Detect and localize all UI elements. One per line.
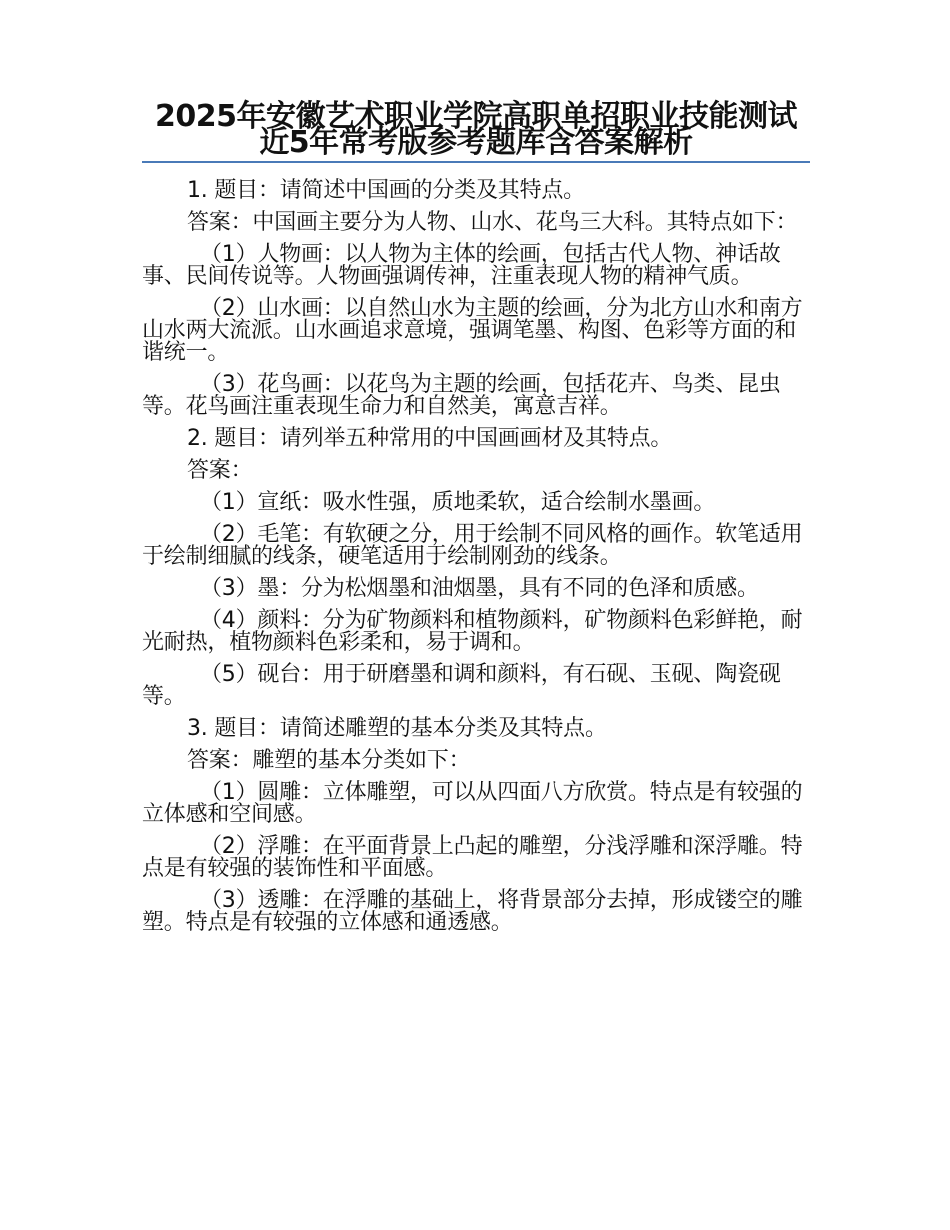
question-1: 1. 题目：请简述中国画的分类及其特点。: [187, 178, 585, 203]
question-3: 3. 题目：请简述雕塑的基本分类及其特点。: [187, 716, 607, 741]
answer-1-item-1: （1）人物画：以人物为主体的绘画，包括古代人物、神话故事、民间传说等。人物画强调传神，注重表现人物的精神气质。: [142, 242, 781, 289]
answer-2: 答案：: [187, 458, 253, 483]
answer-3-item-2: （2）浮雕：在平面背景上凸起的雕塑，分浅浮雕和深浮雕。特点是有较强的装饰性和平面感。: [142, 834, 803, 881]
document-title: 2025年安徽艺术职业学院高职单招职业技能测试近5年常考版参考题库含答案解析: [155, 99, 797, 160]
answer-1-item-2: （2）山水画：以自然山水为主题的绘画，分为北方山水和南方山水两大流派。山水画追求意境，强调笔墨、构图、色彩等方面的和谐统一。: [142, 296, 803, 365]
answer-3-item-3: （3）透雕：在浮雕的基础上，将背景部分去掉，形成镂空的雕塑。特点是有较强的立体感和通透感。: [142, 888, 803, 935]
answer-3-item-1: （1）圆雕：立体雕塑，可以从四面八方欣赏。特点是有较强的立体感和空间感。: [142, 780, 803, 827]
question-2: 2. 题目：请列举五种常用的中国画画材及其特点。: [187, 426, 673, 451]
answer-2-item-4: （4）颜料：分为矿物颜料和植物颜料，矿物颜料色彩鲜艳，耐光耐热，植物颜料色彩柔和，易于调和。: [142, 608, 803, 655]
answer-1-item-3: （3）花鸟画：以花鸟为主题的绘画，包括花卉、鸟类、昆虫等。花鸟画注重表现生命力和自然美，寓意吉祥。: [142, 372, 781, 419]
answer-2-item-2: （2）毛笔：有软硬之分，用于绘制不同风格的画作。软笔适用于绘制细腻的线条，硬笔适用于绘制刚劲的线条。: [142, 522, 803, 569]
answer-2-item-1: （1）宣纸：吸水性强，质地柔软，适合绘制水墨画。: [200, 490, 716, 515]
answer-2-item-3: （3）墨：分为松烟墨和油烟墨，具有不同的色泽和质感。: [200, 576, 759, 601]
document-body: [142, 180, 810, 944]
title-underline: [142, 161, 810, 163]
answer-1: 答案：中国画主要分为人物、山水、花鸟三大科。其特点如下：: [187, 210, 798, 235]
answer-3: 答案：雕塑的基本分类如下：: [187, 748, 471, 773]
answer-2-item-5: （5）砚台：用于研磨墨和调和颜料，有石砚、玉砚、陶瓷砚等。: [142, 662, 781, 709]
